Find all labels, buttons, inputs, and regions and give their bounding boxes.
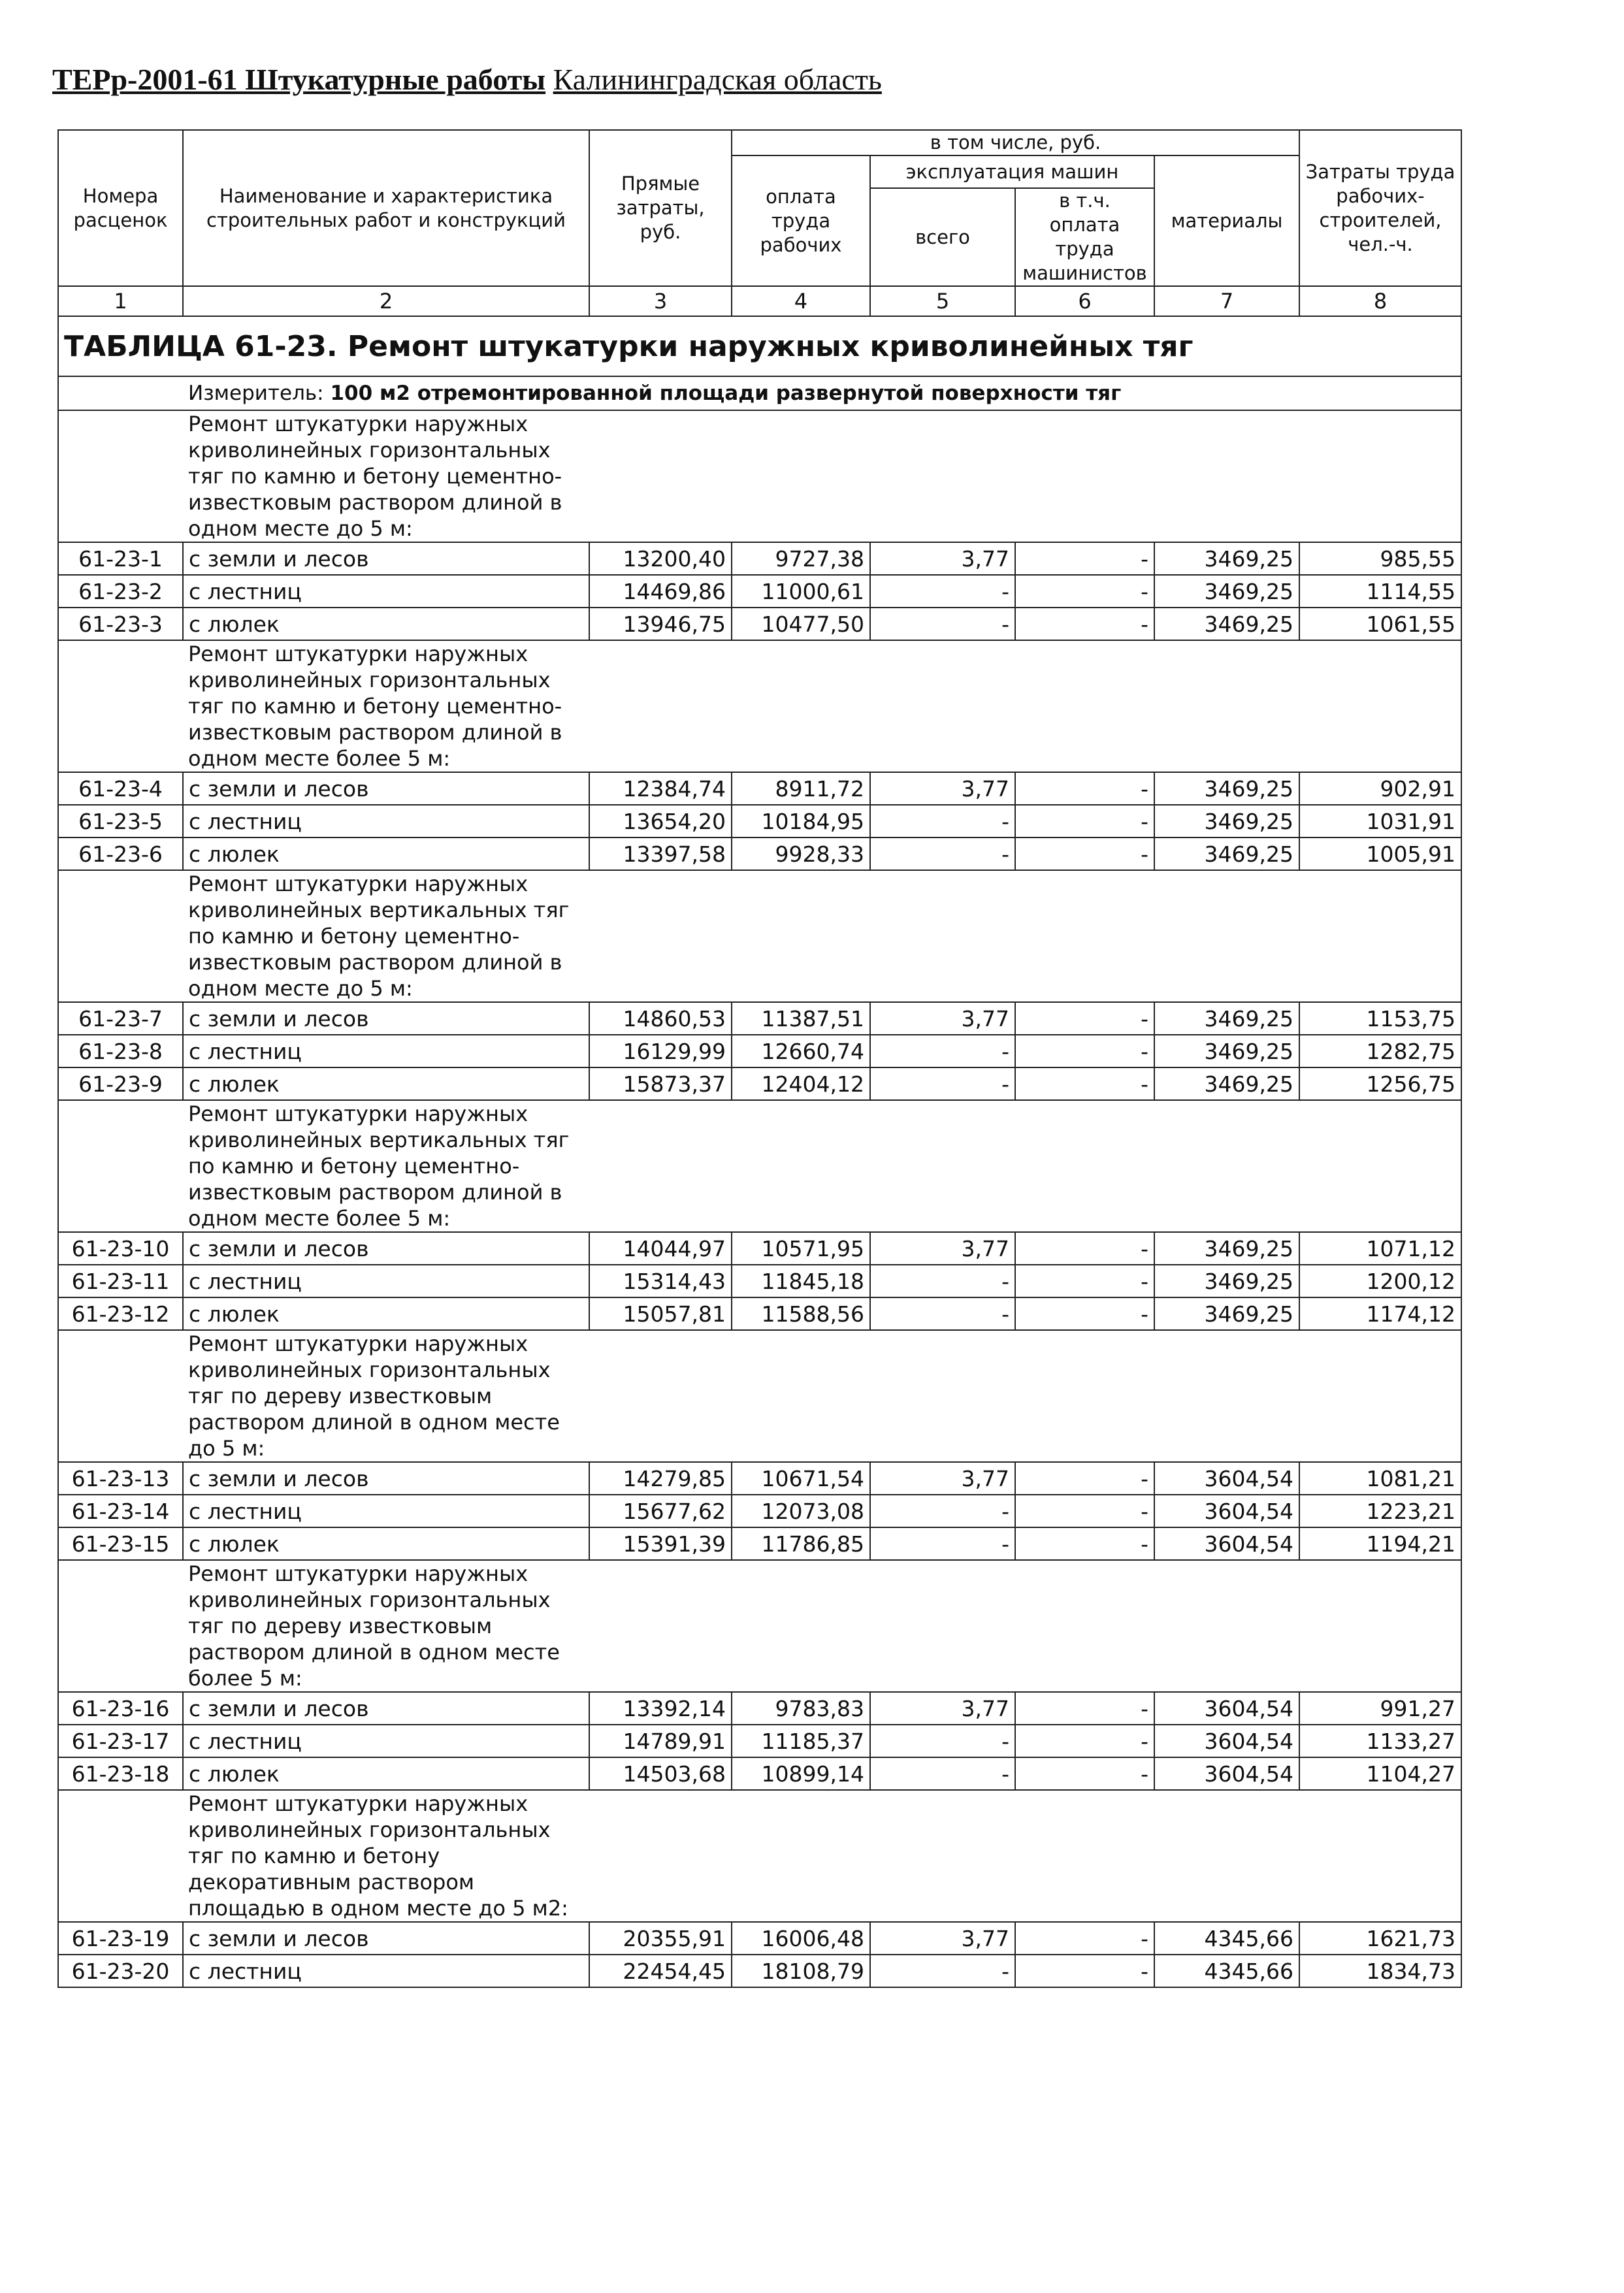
worker-pay: 10477,50 [732, 608, 870, 640]
group-header-row [58, 1790, 1461, 1922]
column-numbers-row [58, 286, 1461, 316]
group-filler [589, 1100, 1461, 1232]
materials-cost: 3604,54 [1154, 1725, 1299, 1757]
materials-cost: 4345,66 [1154, 1955, 1299, 1987]
worker-pay: 12660,74 [732, 1035, 870, 1067]
rate-code: 61-23-20 [58, 1955, 183, 1987]
machines-total: - [870, 1725, 1015, 1757]
direct-costs: 13200,40 [589, 542, 732, 575]
machines-total: - [870, 1527, 1015, 1560]
rate-code: 61-23-6 [58, 838, 183, 870]
materials-cost: 3469,25 [1154, 1035, 1299, 1067]
labor-hours: 1174,12 [1299, 1297, 1461, 1330]
materials-cost: 3604,54 [1154, 1495, 1299, 1527]
machines-total: - [870, 1495, 1015, 1527]
column-number: 7 [1154, 286, 1299, 316]
worker-pay: 10671,54 [732, 1462, 870, 1495]
materials-cost: 3469,25 [1154, 608, 1299, 640]
table-row [58, 1265, 1461, 1297]
table-row [58, 1297, 1461, 1330]
direct-costs: 13397,58 [589, 838, 732, 870]
work-name: с земли и лесов [183, 1922, 589, 1955]
table-row [58, 1922, 1461, 1955]
materials-cost: 3469,25 [1154, 1232, 1299, 1265]
rate-code: 61-23-17 [58, 1725, 183, 1757]
machines-total: 3,77 [870, 1692, 1015, 1725]
group-spacer [58, 1330, 183, 1462]
direct-costs: 14503,68 [589, 1757, 732, 1790]
labor-hours: 1834,73 [1299, 1955, 1461, 1987]
labor-hours: 1621,73 [1299, 1922, 1461, 1955]
table-row [58, 805, 1461, 838]
machines-total: 3,77 [870, 542, 1015, 575]
machines-total: - [870, 1955, 1015, 1987]
labor-hours: 1104,27 [1299, 1757, 1461, 1790]
group-description: Ремонт штукатурки наружных криволинейных горизонтальных тяг по камню и бетону цементно- известковым раствором длиной в одном месте более 5 м: [183, 640, 589, 772]
work-name: с люлек [183, 1067, 589, 1100]
group-spacer [58, 1100, 183, 1232]
materials-cost: 3604,54 [1154, 1757, 1299, 1790]
header-direct-costs: Прямые затраты, руб. [589, 130, 732, 286]
machines-total: - [870, 1035, 1015, 1067]
operators-pay: - [1015, 1232, 1154, 1265]
operators-pay: - [1015, 1002, 1154, 1035]
operators-pay: - [1015, 1035, 1154, 1067]
rate-code: 61-23-9 [58, 1067, 183, 1100]
materials-cost: 3604,54 [1154, 1692, 1299, 1725]
operators-pay: - [1015, 805, 1154, 838]
table-row [58, 1462, 1461, 1495]
materials-cost: 4345,66 [1154, 1922, 1299, 1955]
labor-hours: 1114,55 [1299, 575, 1461, 608]
machines-total: - [870, 838, 1015, 870]
group-filler [589, 1790, 1461, 1922]
column-number: 5 [870, 286, 1015, 316]
work-name: с земли и лесов [183, 772, 589, 805]
rate-code: 61-23-1 [58, 542, 183, 575]
direct-costs: 15677,62 [589, 1495, 732, 1527]
table-row [58, 1757, 1461, 1790]
direct-costs: 13654,20 [589, 805, 732, 838]
labor-hours: 1223,21 [1299, 1495, 1461, 1527]
operators-pay: - [1015, 1265, 1154, 1297]
table-row [58, 575, 1461, 608]
rate-code: 61-23-2 [58, 575, 183, 608]
direct-costs: 22454,45 [589, 1955, 732, 1987]
group-header-row [58, 410, 1461, 542]
direct-costs: 15391,39 [589, 1527, 732, 1560]
column-number: 1 [58, 286, 183, 316]
operators-pay: - [1015, 575, 1154, 608]
rate-code: 61-23-16 [58, 1692, 183, 1725]
column-number: 4 [732, 286, 870, 316]
operators-pay: - [1015, 1725, 1154, 1757]
header-machines: эксплуатация машин [870, 155, 1154, 188]
direct-costs: 14279,85 [589, 1462, 732, 1495]
header-operators-pay: в т.ч. оплата труда машинистов [1015, 188, 1154, 286]
labor-hours: 991,27 [1299, 1692, 1461, 1725]
rate-code: 61-23-10 [58, 1232, 183, 1265]
work-name: с земли и лесов [183, 542, 589, 575]
table-row [58, 1035, 1461, 1067]
measure-spacer [58, 376, 183, 410]
rate-code: 61-23-14 [58, 1495, 183, 1527]
labor-hours: 1194,21 [1299, 1527, 1461, 1560]
machines-total: 3,77 [870, 1002, 1015, 1035]
work-name: с лестниц [183, 575, 589, 608]
measure-cell [183, 376, 1461, 410]
operators-pay: - [1015, 1067, 1154, 1100]
labor-hours: 902,91 [1299, 772, 1461, 805]
work-name: с люлек [183, 1757, 589, 1790]
labor-hours: 1071,12 [1299, 1232, 1461, 1265]
header-worker-pay: оплата труда рабочих [732, 155, 870, 286]
direct-costs: 14469,86 [589, 575, 732, 608]
machines-total: 3,77 [870, 1922, 1015, 1955]
rate-code: 61-23-13 [58, 1462, 183, 1495]
group-description: Ремонт штукатурки наружных криволинейных горизонтальных тяг по камню и бетону цементно- известковым раствором длиной в одном месте до 5 м: [183, 410, 589, 542]
labor-hours: 1031,91 [1299, 805, 1461, 838]
work-name: с лестниц [183, 1265, 589, 1297]
header-machines-total: всего [870, 188, 1015, 286]
rate-code: 61-23-4 [58, 772, 183, 805]
operators-pay: - [1015, 1462, 1154, 1495]
direct-costs: 15057,81 [589, 1297, 732, 1330]
group-header-row [58, 1560, 1461, 1692]
labor-hours: 1005,91 [1299, 838, 1461, 870]
table-row [58, 1955, 1461, 1987]
rate-code: 61-23-5 [58, 805, 183, 838]
group-header-row [58, 1100, 1461, 1232]
group-filler [589, 640, 1461, 772]
work-name: с люлек [183, 1527, 589, 1560]
materials-cost: 3469,25 [1154, 542, 1299, 575]
column-number: 8 [1299, 286, 1461, 316]
operators-pay: - [1015, 772, 1154, 805]
work-name: с земли и лесов [183, 1462, 589, 1495]
labor-hours: 1081,21 [1299, 1462, 1461, 1495]
worker-pay: 16006,48 [732, 1922, 870, 1955]
materials-cost: 3604,54 [1154, 1527, 1299, 1560]
labor-hours: 1256,75 [1299, 1067, 1461, 1100]
worker-pay: 10571,95 [732, 1232, 870, 1265]
group-filler [589, 1330, 1461, 1462]
direct-costs: 14860,53 [589, 1002, 732, 1035]
materials-cost: 3469,25 [1154, 838, 1299, 870]
worker-pay: 11000,61 [732, 575, 870, 608]
direct-costs: 16129,99 [589, 1035, 732, 1067]
machines-total: - [870, 1265, 1015, 1297]
operators-pay: - [1015, 1495, 1154, 1527]
header-codes: Номера расценок [58, 130, 183, 286]
operators-pay: - [1015, 1297, 1154, 1330]
group-spacer [58, 870, 183, 1002]
rate-code: 61-23-18 [58, 1757, 183, 1790]
direct-costs: 13946,75 [589, 608, 732, 640]
operators-pay: - [1015, 838, 1154, 870]
table-row [58, 838, 1461, 870]
labor-hours: 1061,55 [1299, 608, 1461, 640]
worker-pay: 9783,83 [732, 1692, 870, 1725]
table-row [58, 608, 1461, 640]
direct-costs: 13392,14 [589, 1692, 732, 1725]
operators-pay: - [1015, 542, 1154, 575]
worker-pay: 11845,18 [732, 1265, 870, 1297]
measure-row [58, 376, 1461, 410]
column-number: 3 [589, 286, 732, 316]
materials-cost: 3469,25 [1154, 575, 1299, 608]
rate-code: 61-23-11 [58, 1265, 183, 1297]
header-labor-hours: Затраты труда рабочих-строителей, чел.-ч. [1299, 130, 1461, 286]
table-row [58, 772, 1461, 805]
worker-pay: 12073,08 [732, 1495, 870, 1527]
table-title: ТАБЛИЦА 61-23. Ремонт штукатурки наружных криволинейных тяг [58, 316, 1461, 376]
rate-code: 61-23-3 [58, 608, 183, 640]
machines-total: 3,77 [870, 772, 1015, 805]
worker-pay: 9727,38 [732, 542, 870, 575]
group-description: Ремонт штукатурки наружных криволинейных вертикальных тяг по камню и бетону цементно- известковым раствором длиной в одном месте до 5 м: [183, 870, 589, 1002]
table-title-row [58, 316, 1461, 376]
rate-code: 61-23-7 [58, 1002, 183, 1035]
materials-cost: 3469,25 [1154, 1002, 1299, 1035]
header-materials: материалы [1154, 155, 1299, 286]
group-header-row [58, 1330, 1461, 1462]
machines-total: - [870, 1297, 1015, 1330]
machines-total: - [870, 575, 1015, 608]
group-spacer [58, 1560, 183, 1692]
measure-value: 100 м2 отремонтированной площади развернутой поверхности тяг [330, 382, 1122, 405]
materials-cost: 3469,25 [1154, 1265, 1299, 1297]
worker-pay: 11588,56 [732, 1297, 870, 1330]
group-description: Ремонт штукатурки наружных криволинейных вертикальных тяг по камню и бетону цементно- известковым раствором длиной в одном месте более 5 м: [183, 1100, 589, 1232]
operators-pay: - [1015, 608, 1154, 640]
work-name: с земли и лесов [183, 1692, 589, 1725]
table-body [58, 130, 1461, 1987]
operators-pay: - [1015, 1955, 1154, 1987]
work-name: с люлек [183, 608, 589, 640]
group-header-row [58, 870, 1461, 1002]
labor-hours: 985,55 [1299, 542, 1461, 575]
machines-total: 3,77 [870, 1232, 1015, 1265]
worker-pay: 8911,72 [732, 772, 870, 805]
group-description: Ремонт штукатурки наружных криволинейных горизонтальных тяг по дереву известковым раствором длиной в одном месте более 5 м: [183, 1560, 589, 1692]
table-row [58, 542, 1461, 575]
machines-total: - [870, 608, 1015, 640]
worker-pay: 10899,14 [732, 1757, 870, 1790]
price-table [57, 129, 1462, 1988]
document-title [52, 62, 1555, 97]
materials-cost: 3469,25 [1154, 1297, 1299, 1330]
table-row [58, 1067, 1461, 1100]
worker-pay: 11387,51 [732, 1002, 870, 1035]
work-name: с земли и лесов [183, 1002, 589, 1035]
rate-code: 61-23-19 [58, 1922, 183, 1955]
worker-pay: 18108,79 [732, 1955, 870, 1987]
work-name: с люлек [183, 838, 589, 870]
header-name: Наименование и характеристика строительных работ и конструкций [183, 130, 589, 286]
labor-hours: 1153,75 [1299, 1002, 1461, 1035]
work-name: с земли и лесов [183, 1232, 589, 1265]
operators-pay: - [1015, 1757, 1154, 1790]
document-region: Калининградская область [553, 63, 882, 96]
group-spacer [58, 1790, 183, 1922]
labor-hours: 1133,27 [1299, 1725, 1461, 1757]
column-number: 2 [183, 286, 589, 316]
direct-costs: 15873,37 [589, 1067, 732, 1100]
machines-total: - [870, 1757, 1015, 1790]
direct-costs: 14044,97 [589, 1232, 732, 1265]
work-name: с лестниц [183, 805, 589, 838]
materials-cost: 3469,25 [1154, 805, 1299, 838]
direct-costs: 12384,74 [589, 772, 732, 805]
document-code: ТЕРр-2001-61 Штукатурные работы [52, 63, 546, 96]
rate-code: 61-23-15 [58, 1527, 183, 1560]
group-description: Ремонт штукатурки наружных криволинейных горизонтальных тяг по камню и бетону декоративным раствором площадью в одном месте до 5 м2: [183, 1790, 589, 1922]
worker-pay: 11786,85 [732, 1527, 870, 1560]
materials-cost: 3469,25 [1154, 772, 1299, 805]
group-spacer [58, 410, 183, 542]
table-row [58, 1232, 1461, 1265]
column-number: 6 [1015, 286, 1154, 316]
group-filler [589, 410, 1461, 542]
group-header-row [58, 640, 1461, 772]
labor-hours: 1282,75 [1299, 1035, 1461, 1067]
operators-pay: - [1015, 1527, 1154, 1560]
materials-cost: 3469,25 [1154, 1067, 1299, 1100]
group-filler [589, 1560, 1461, 1692]
worker-pay: 11185,37 [732, 1725, 870, 1757]
direct-costs: 20355,91 [589, 1922, 732, 1955]
direct-costs: 14789,91 [589, 1725, 732, 1757]
table-row [58, 1725, 1461, 1757]
direct-costs: 15314,43 [589, 1265, 732, 1297]
machines-total: - [870, 805, 1015, 838]
header-including: в том числе, руб. [732, 130, 1299, 155]
rate-code: 61-23-12 [58, 1297, 183, 1330]
materials-cost: 3604,54 [1154, 1462, 1299, 1495]
group-description: Ремонт штукатурки наружных криволинейных горизонтальных тяг по дереву известковым раствором длиной в одном месте до 5 м: [183, 1330, 589, 1462]
group-spacer [58, 640, 183, 772]
labor-hours: 1200,12 [1299, 1265, 1461, 1297]
worker-pay: 9928,33 [732, 838, 870, 870]
worker-pay: 10184,95 [732, 805, 870, 838]
operators-pay: - [1015, 1922, 1154, 1955]
operators-pay: - [1015, 1692, 1154, 1725]
worker-pay: 12404,12 [732, 1067, 870, 1100]
group-filler [589, 870, 1461, 1002]
table-row [58, 1527, 1461, 1560]
measure-label: Измеритель: [188, 382, 324, 405]
table-row [58, 1692, 1461, 1725]
machines-total: - [870, 1067, 1015, 1100]
work-name: с лестниц [183, 1035, 589, 1067]
rate-code: 61-23-8 [58, 1035, 183, 1067]
table-row [58, 1495, 1461, 1527]
work-name: с лестниц [183, 1955, 589, 1987]
work-name: с лестниц [183, 1495, 589, 1527]
table-row [58, 1002, 1461, 1035]
work-name: с лестниц [183, 1725, 589, 1757]
machines-total: 3,77 [870, 1462, 1015, 1495]
work-name: с люлек [183, 1297, 589, 1330]
